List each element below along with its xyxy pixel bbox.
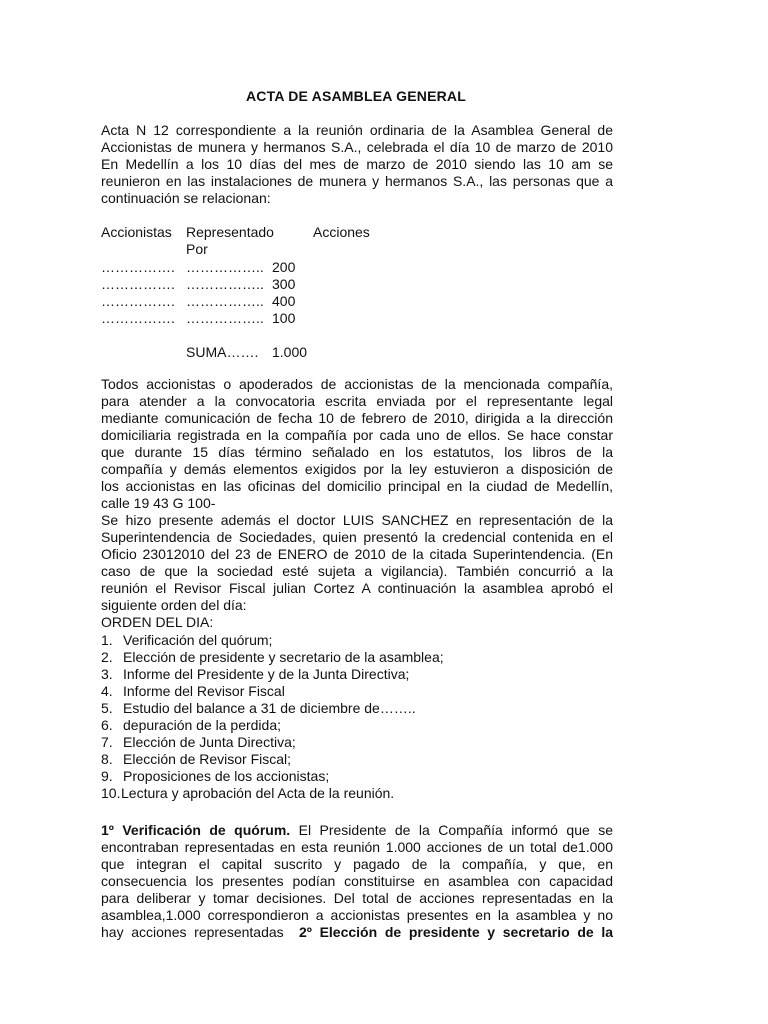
list-item <box>101 666 613 683</box>
body-line: compañía y demás elementos exigidos por la ley estuvieron a disposición de <box>101 461 613 477</box>
list-item-text: Estudio del balance a 31 de diciembre de…….. <box>123 700 416 716</box>
agenda-list <box>101 632 613 802</box>
list-item-number: 3. <box>101 666 113 682</box>
list-item <box>101 649 613 666</box>
list-item-number: 4. <box>101 683 113 699</box>
table-cell-accionista: ……………. <box>101 310 175 326</box>
intro-line: Acta N 12 correspondiente a la reunión ordinaria de la Asamblea General de <box>101 122 613 138</box>
section-2-heading: 2º Elección de presidente y secretario de la <box>299 924 614 940</box>
intro-paragraph <box>101 122 613 207</box>
list-item-text: Elección de Revisor Fiscal; <box>123 751 292 767</box>
body-line: Superintendencia de Sociedades, quien presentó la credencial contenida en el <box>101 529 613 545</box>
sum-value: 1.000 <box>272 344 308 360</box>
body-line: mediante comunicación de fecha 10 de febrero de 2010, dirigida a la dirección <box>101 410 613 426</box>
section-line: consecuencia los presentes podían constituirse en asamblea con capacidad <box>101 873 613 889</box>
orden-del-dia-heading: ORDEN DEL DIA: <box>101 614 214 630</box>
list-item-text: Elección de presidente y secretario de la asamblea; <box>123 649 444 665</box>
table-cell-acciones: 300 <box>272 276 296 292</box>
body-line: reunión el Revisor Fiscal julian Cortez A continuación la asamblea aprobó el <box>101 580 613 596</box>
sum-label: SUMA……. <box>186 344 259 360</box>
table-cell-acciones: 200 <box>272 259 296 275</box>
list-item-number: 2. <box>101 649 113 665</box>
list-item-text: Informe del Presidente y de la Junta Directiva; <box>123 666 410 682</box>
list-item <box>101 717 613 734</box>
section-line: asamblea,1.000 correspondieron a accionistas presentes en la asamblea y no <box>101 907 613 923</box>
section-verificacion <box>101 822 613 941</box>
intro-line: reunieron en las instalaciones de munera y hermanos S.A., las personas que a <box>101 173 613 189</box>
intro-line: Accionistas de munera y hermanos S.A., celebrada el día 10 de marzo de 2010 <box>101 139 613 155</box>
document-title: ACTA DE ASAMBLEA GENERAL <box>246 88 466 104</box>
list-item-number: 7. <box>101 734 113 750</box>
list-item-number: 1. <box>101 632 113 648</box>
section-line: que integran el capital suscrito y pagado de la compañía, y que, en <box>101 856 613 872</box>
header-representado-por: Por <box>186 241 208 257</box>
body-line: para atender a la convocatoria escrita enviada por el representante legal <box>101 393 613 409</box>
section-1-last-text: hay acciones representadas <box>101 924 284 940</box>
table-cell-acciones: 100 <box>272 310 296 326</box>
body-line: caso de que la sociedad esté sujeta a vigilancia). También concurrió a la <box>101 563 613 579</box>
body-line: domiciliaria registrada en la compañía por cada uno de ellos. Se hace constar <box>101 427 613 443</box>
body-line: Oficio 23012010 del 23 de ENERO de 2010 de la citada Superintendencia. (En <box>101 546 613 562</box>
table-cell-accionista: ……………. <box>101 293 175 309</box>
section-line <box>101 822 613 839</box>
table-cell-accionista: ……………. <box>101 259 175 275</box>
list-item <box>101 751 613 768</box>
table-cell-acciones: 400 <box>272 293 296 309</box>
header-acciones: Acciones <box>313 224 370 240</box>
body-line: Todos accionistas o apoderados de accionistas de la mencionada compañía, <box>101 376 613 392</box>
list-item-text: Informe del Revisor Fiscal <box>123 683 285 699</box>
list-item-text: Proposiciones de los accionistas; <box>123 768 330 784</box>
intro-line: continuación se relacionan: <box>101 190 271 206</box>
list-item <box>101 683 613 700</box>
table-cell-accionista: ……………. <box>101 276 175 292</box>
list-item-number: 6. <box>101 717 113 733</box>
section-line: para deliberar y tomar decisiones. Del total de acciones representadas en la <box>101 890 613 906</box>
header-representado: Representado <box>186 224 274 240</box>
list-item-number: 5. <box>101 700 113 716</box>
table-cell-representado: …………….. <box>186 310 264 326</box>
section-line <box>101 924 613 941</box>
body-line: Se hizo presente además el doctor LUIS SANCHEZ en representación de la <box>101 512 613 528</box>
list-item <box>101 734 613 751</box>
table-cell-representado: …………….. <box>186 276 264 292</box>
section-1-heading: 1º Verificación de quórum. <box>101 822 291 838</box>
body-line: siguiente orden del día: <box>101 597 247 613</box>
intro-line: En Medellín a los 10 días del mes de marzo de 2010 siendo las 10 am se <box>101 156 613 172</box>
table-cell-representado: …………….. <box>186 293 264 309</box>
list-item <box>101 632 613 649</box>
list-item <box>101 700 613 717</box>
table-cell-representado: …………….. <box>186 259 264 275</box>
header-accionistas: Accionistas <box>101 224 172 240</box>
list-item-text: Elección de Junta Directiva; <box>123 734 296 750</box>
list-item <box>101 768 613 785</box>
list-item <box>101 785 613 802</box>
section-1-text: El Presidente de la Compañía informó que se <box>290 822 613 838</box>
list-item-number: 9. <box>101 768 113 784</box>
body-line: los accionistas en las oficinas del domicilio principal en la ciudad de Medellín, <box>101 478 613 494</box>
list-item-text: depuración de la perdida; <box>123 717 282 733</box>
list-item-text: Lectura y aprobación del Acta de la reunión. <box>121 785 395 801</box>
list-item-number: 8. <box>101 751 113 767</box>
list-item-number: 10. <box>101 785 121 801</box>
section-line: encontraban representadas en esta reunión 1.000 acciones de un total de1.000 <box>101 839 613 855</box>
body-line: calle 19 43 G 100- <box>101 495 216 511</box>
body-line: que durante 15 días término señalado en los estatutos, los libros de la <box>101 444 613 460</box>
list-item-text: Verificación del quórum; <box>123 632 273 648</box>
body-paragraph <box>101 376 613 631</box>
